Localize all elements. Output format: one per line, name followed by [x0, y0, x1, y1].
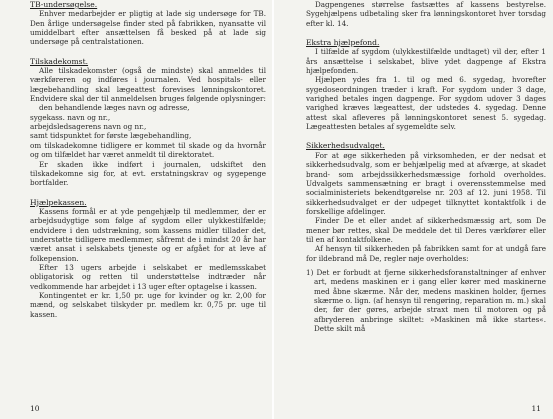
paragraph: Alle tilskadekomster (også de mindste) skal anmeldes til værkføreren og indføres i journalen. Ved hospitals- eller lægebehandling skal lægeattest forevises lønningskontoret. Endvidere skal der til anmeldelsen bruges følgende oplysninger:: [30, 66, 266, 104]
paragraph: Kontingentet er kr. 1,50 pr. uge for kvinder og kr. 2,00 for mænd, og selskabet tilskyder pr. medlem kr. 0,75 pr. uge til kassen.: [30, 290, 266, 319]
paragraph: Af hensyn til sikkerheden på fabrikken samt for at undgå fare for ildebrand må De, regler nøje overholdes:: [306, 244, 546, 263]
heading-tilskadekomst: Tilskadekomst.: [30, 56, 89, 66]
paragraph: Finder De et eller andet af sikkerhedsmæssig art, som De mener bør rettes, skal De meddele det til Deres værkfører eller til en af kontaktfolkene.: [306, 216, 546, 244]
heading-ekstra-hjaelpefond: Ekstra hjælpefond.: [306, 38, 380, 48]
paragraph: Kassens formål er at yde pengehjælp til medlemmer, der er arbejdsudygtige som følge af sygdom eller ulykkestilfælde; endvidere i den udstrækning, som kassens midler tillader det, understøtte tidligere medlemmer, såfremt de i mindst 20 år har været ansat i selskabets tjeneste og er afgået for at leve af folkepension.: [30, 206, 266, 263]
left-text-column: [30, 0, 266, 319]
paragraph: For at øge sikkerheden på virksomheden, er der nedsat et sikkerhedsudvalg, som er behjælpelig med at afværge, at skadet brand- som arbejdssikkerhedsmæssige forhold overholdes. Udvalgets sammensætning er bragt i overensstemmelse med socialministeriets bekendtgørelse nr. 203 af 12. juni 1958. Til sikkerhedsudvalget er der udpeget tilknyttet kontaktfolk i de forskellige afdelinger.: [306, 150, 546, 216]
paragraph: den behandlende læges navn og adresse,: [39, 103, 190, 113]
page-number: 11: [531, 404, 541, 413]
paragraph: Er skaden ikke indført i journalen, udskiftet den tilskadekomne sig for, at evt. erstatningskrav og sygepenge bortfalder.: [30, 159, 266, 188]
paragraph: sygekass. navn og nr.,: [30, 112, 111, 122]
paragraph: arbejdsledsagerens navn og nr.,: [30, 122, 147, 132]
paragraph: samt tidspunktet for første lægebehandling,: [30, 131, 192, 141]
paragraph: Hjælpen ydes fra 1. til og med 6. sygedag, hvorefter sygedoseordningen træder i kraft. For sygdom under 3 dage, varighed betales ingen dagpenge. For sygdom udover 3 dages varighed kræves lægeattest, der udstedes 4. sygedag. Denne attest skal afleveres på lønningskontoret senest 5. sygedag. Lægeattesten betales af sygemeldte selv.: [306, 75, 546, 132]
page-number: 10: [30, 404, 40, 413]
right-text-column: [306, 0, 546, 333]
paragraph: Efter 13 ugers arbejde i selskabet er medlemsskabet obligatorisk og retten til understøttelse indtræder når vedkommende har arbejdet i 13 uger efter optagelse i kassen.: [30, 262, 266, 291]
paragraph: Dagpengenes størrelse fastsættes af kassens bestyrelse. Sygehjælpens udbetaling sker fra lønningskontoret hver torsdag efter kl. 14.: [306, 0, 546, 28]
paragraph: I tilfælde af sygdom (ulykkestilfælde undtaget) vil der, efter 1 års ansættelse i selskabet, blive ydet dagpenge af Ekstra hjælpefonden.: [306, 47, 546, 76]
heading-sikkerhedsudvalget: Sikkerhedsudvalget.: [306, 141, 385, 151]
heading-hjaelpekassen: Hjælpekassen.: [30, 197, 87, 207]
paragraph: om tilskadekomne tidligere er kommet til skade og da hvornår og om tilfældet har været anmeldt til direktoratet.: [30, 140, 266, 160]
heading-tb: TB-undersøgelse.: [30, 0, 98, 9]
right-page: [274, 0, 553, 419]
list-item: 1) Det er forbudt at fjerne sikkerhedsforanstaltninger af enhver art, medens maskinen er i gang eller kører med maskinerne med åbne skærme. Når der, medens maskinen holder, fjernes skærme o. lign. (af hensyn til rengøring, reparation m. m.) skal der, før der gøres, arbejde straxt men til motoren og på afbryderen anbringe skiltet: »Maskinen må ikke startes«. Dette skilt må: [306, 267, 546, 333]
paragraph: Enhver medarbejder er pligtig at lade sig undersøge for TB. Den årlige undersøgelse finder sted på fabrikken, nyansatte vil umiddelbart efter ansættelsen få besked på at lade sig undersøge på centralstationen.: [30, 9, 266, 47]
left-page: [0, 0, 272, 419]
